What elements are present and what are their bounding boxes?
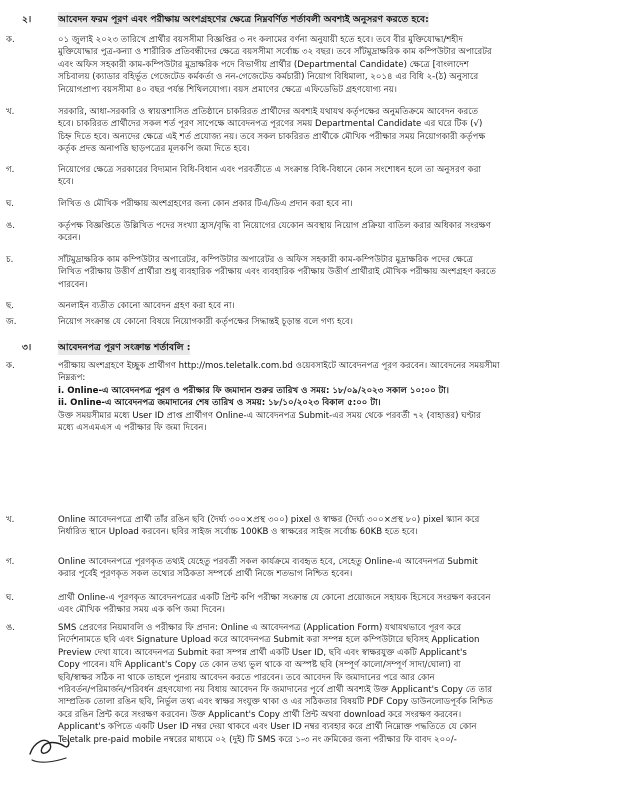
item-line: সাঁটমুদ্রাক্ষরিক কাম কম্পিউটার অপারেটর, কম্পিউটার অপারেটর ও অফিস সহকারী কাম-কম্পিউটার মুদ্রাক্ষরিক পদের ক্ষেত্রে <box>58 255 473 265</box>
item-line: পরিবর্তন/পরিমার্জন/পরিবর্ধন গ্রহণযোগ্য নয় বিধায় আবেদন ফি জমাদানের পূর্বে প্রার্থী অবশ্যই উক্ত Applicant's Copy তে তার <box>58 685 493 696</box>
item-marker: জ. <box>6 317 17 327</box>
item-line: পরীক্ষায় অংশগ্রহণে ইচ্ছুক প্রার্থীগণ http://mos.teletalk.com.bd ওয়েবসাইটে আবেদনপত্র পূরণ করবেন। আবেদনের সময়সীমা <box>58 361 500 371</box>
item-line: নির্ধারিত স্থানে Upload করবেন। ছবির সাইজ সর্বোচ্চ 100KB ও স্বাক্ষরের সাইজ সর্বোচ্চ 60KB হতে হবে। <box>58 527 418 538</box>
item-line: Applicant's কপিতে একটি User ID নম্বর দেয়া থাকবে এবং User ID নম্বর ব্যবহার করে প্রার্থী নিম্নোক্ত পদ্ধতিতে যে কোন <box>58 722 477 733</box>
list-item <box>6 360 610 434</box>
item-marker: ঘ. <box>6 593 15 603</box>
item-marker: ছ. <box>6 301 14 311</box>
section3-heading: আবেদনপত্র পূরণ সংক্রান্ত শর্তাবলি : <box>58 342 191 353</box>
item-line: করে রঙিন প্রিন্ট করে সংরক্ষণ করবেন। উক্ত Applicant's Copy প্রার্থী প্রিন্ট অথবা download করে সংরক্ষণ করবেন। <box>58 709 462 720</box>
item-marker: ক. <box>6 361 15 371</box>
list-item <box>6 34 610 96</box>
item-line: লিখিত ও মৌখিক পরীক্ষায় অংশগ্রহণের জন্য কোন প্রকার টিএ/ডিএ প্রদান করা হবে না। <box>58 199 353 209</box>
item-line: সরকারি, আধা-সরকারি ও স্বায়ত্তশাসিত প্রতিষ্ঠানে চাকরিরত প্রার্থীদের অবশ্যই যথাযথ কর্তৃপক্ষের অনুমতিক্রমে আবেদন করতে <box>58 107 479 117</box>
section2-number: ২। <box>22 14 32 25</box>
item-marker: ঙ. <box>6 221 16 231</box>
list-item <box>6 254 610 291</box>
item-line: মুক্তিযোদ্ধার পুত্র-কন্যা ও শারীরিক প্রতিবন্ধীদের ক্ষেত্রে বয়সসীমা সর্বোচ্চ ৩২ বছর। তবে সাঁটমুদ্রাক্ষরিক কাম কম্পিউটার অপারেটর <box>58 47 492 58</box>
item-marker: ঘ. <box>6 199 15 209</box>
item-line: অনলাইন ব্যতীত কোনো আবেদন গ্রহণ করা হবে না। <box>58 301 235 311</box>
item-line: ছবি/স্বাক্ষর সঠিক না থাকে তাহলে পুনরায় আবেদন করতে পারবেন। তবে আবেদন ফি জমাদানের পরে আর কোন <box>58 672 435 683</box>
item-marker: চ. <box>6 255 14 265</box>
item-line: সচিবালয় (ক্যাডার বহির্ভূত গেজেটেড কর্মকর্তা ও নন-গেজেটেড কর্মচারী) নিয়োগ বিধিমালা, ২০১৪ এর বিধি ২-(ঠ) অনুসারে <box>58 72 479 83</box>
item-line: Online আবেদনপত্রে প্রার্থী তাঁর রঙিন ছবি (দৈর্ঘ্য ৩০০×প্রস্থ ৩০০) pixel ও স্বাক্ষর (দৈর্ঘ্য ৩০০×প্রস্থ ৮০) pixel স্ক্যান করে <box>58 515 480 525</box>
item-line: SMS প্রেরণের নিয়মাবলি ও পরীক্ষার ফি প্রদান: Online এ আবেদনপত্র (Application Form) যথাযথভাবে পূরণ করে <box>58 623 462 633</box>
list-item <box>6 316 610 328</box>
item-line: Online আবেদনপত্রে পূরণকৃত তথ্যই যেহেতু পরবর্তী সকল কার্যক্রমে ব্যবহৃত হবে, সেহেতু Online-এ আবেদনপত্র Submit <box>58 557 478 567</box>
item-marker: ক. <box>6 35 15 45</box>
list-item <box>6 300 610 312</box>
item-line: উক্ত সময়সীমার মধ্যে User ID প্রাপ্ত প্রার্থীগণ Online-এ আবেদনপত্র Submit-এর সময় থেকে পরবর্তী ৭২ (বাহাত্তর) ঘণ্টার <box>58 410 481 421</box>
item-line: নিম্নরূপ: <box>58 373 86 384</box>
item-line: Preview দেখা যাবে। আবেদনপত্র Submit করা সম্পন্ন প্রার্থী একটি User ID, ছবি এবং স্বাক্ষরযুক্ত একটি Applicant's <box>58 647 467 658</box>
item-line: এবং অফিস সহকারী কাম-কম্পিউটার মুদ্রাক্ষরিক পদে বিভাগীয় প্রার্থীর (Departmental Candidate) ক্ষেত্রে [বাংলাদেশ <box>58 59 469 70</box>
item-marker: গ. <box>6 557 15 567</box>
item-line: Teletalk pre-paid mobile নম্বরের মাধ্যমে ০২ (দুই) টি SMS করে ১-৩ নং ক্রমিকের জন্য পরীক্ষার ফি বাবদ ২০০/- <box>58 734 457 745</box>
item-line: হবে। <box>58 177 74 188</box>
section3-number: ৩। <box>22 342 32 353</box>
item-line: এবং মৌখিক পরীক্ষার সময় এক কপি জমা দিবেন। <box>58 605 225 616</box>
item-line: করার পূর্বেই পূরণকৃত সকল তথ্যের সঠিকতা সম্পর্কে প্রার্থী নিজে শতভাগ নিশ্চিত হবেন। <box>58 569 353 580</box>
list-item <box>6 106 610 156</box>
item-line: করেন। <box>58 233 81 244</box>
list-item <box>6 220 610 245</box>
item-line: নিয়োগের ক্ষেত্রে সরকারের বিদ্যমান বিধি-বিধান এবং পরবর্তীতে এ সংক্রান্ত বিধি-বিধানে কোন সংশোধন হলে তা অনুসরণ করা <box>58 165 481 175</box>
item-marker: ঙ. <box>6 623 16 633</box>
item-marker: গ. <box>6 165 15 175</box>
item-line: কর্তৃক প্রদত্ত অনাপত্তি ছাড়পত্রের মূলকপি জমা দিতে হবে। <box>58 144 250 155</box>
item-line: ii. Online-এ আবেদনপত্র জমাদানের শেষ তারিখ ও সময়: ১৮/১০/২০২৩ বিকাল ৫:০০ টা। <box>58 398 381 409</box>
list-item <box>6 514 610 539</box>
item-line: মধ্যে এসএমএস এ পরীক্ষার ফি জমা দিবেন। <box>58 423 207 434</box>
list-item <box>6 622 610 746</box>
item-line: সাম্প্রতিক তোলা রঙিন ছবি, নির্ভুল তথ্য এবং স্বাক্ষর সংযুক্ত থাকা ও এর সঠিকতার বিষয়টি PDF Copy ডাউনলোডপূর্বক নিশ্চিত <box>58 697 493 708</box>
list-item <box>6 556 610 581</box>
item-marker: খ. <box>6 107 15 117</box>
item-line: নিয়োগ সংক্রান্ত যে কোনো বিষয়ে নিয়োগকারী কর্তৃপক্ষের সিদ্ধান্তই চূড়ান্ত বলে গণ্য হবে। <box>58 317 353 327</box>
item-line: চিহ্ন দিতে হবে। অন্যদের ক্ষেত্রে এই শর্ত প্রযোজ্য নয়। তবে সকল চাকরিরত প্রার্থীকে মৌখিক পরীক্ষার সময় নিয়োগকারী কর্তৃপক্ষ <box>58 131 486 142</box>
item-marker: খ. <box>6 515 15 525</box>
item-line: লিখিত পরীক্ষায় উত্তীর্ণ প্রার্থীরা শুধু ব্যবহারিক পরীক্ষায় এবং ব্যবহারিক পরীক্ষায় উত্তীর্ণ প্রার্থীরাই মৌখিক পরীক্ষায় অংশগ্রহণ করতে <box>58 267 496 278</box>
item-line: পারবেন। <box>58 279 88 290</box>
item-line: নিয়োগপ্রাপ্য বয়সসীমা ৪০ বছর পর্যন্ত শিথিলযোগ্য। বয়স প্রমাণের ক্ষেত্রে এফিডেভিট গ্রহণযোগ্য নয়। <box>58 84 397 95</box>
signature-mark <box>24 724 74 768</box>
section2-heading: আবেদন ফরম পূরণ এবং পরীক্ষায় অংশগ্রহণের ক্ষেত্রে নিম্নবর্ণিত শর্তাবলী অবশ্যই অনুসরণ করতে হবে: <box>58 14 429 25</box>
list-item <box>6 198 610 210</box>
item-line: কর্তৃপক্ষ বিজ্ঞপ্তিতে উল্লিখিত পদের সংখ্যা হ্রাস/বৃদ্ধি বা নিয়োগের যেকোন অবস্থায় নিয়োগ প্রক্রিয়া বাতিল করার অধিকার সংরক্ষণ <box>58 221 491 231</box>
item-line: নির্দেশনামতে ছবি এবং Signature Upload করে আবেদনপত্র Submit করা সম্পন্ন হলে কম্পিউটারে ছবিসহ Application <box>58 635 480 646</box>
item-line: হবে। চাকরিরত প্রার্থীদের সকল শর্ত পূরণ সাপেক্ষে আবেদনপত্র পূরণের সময় Departmental Candidate এর ঘরে টিক (√) <box>58 119 483 130</box>
item-line: ০১ জুলাই ২০২৩ তারিখে প্রার্থীর বয়সসীমা বিজ্ঞপ্তির ৩ নং কলামের বর্ণনা অনুযায়ী হতে হবে। তবে বীর মুক্তিযোদ্ধা/শহীদ <box>58 35 463 45</box>
list-item <box>6 164 610 189</box>
item-line: প্রার্থী Online-এ পূরণকৃত আবেদনপত্রের একটি প্রিন্ট কপি পরীক্ষা সংক্রান্ত যে কোনো প্রয়োজনে সহায়ক হিসেবে সংরক্ষণ করবেন <box>58 593 491 603</box>
item-line: i. Online-এ আবেদনপত্র পূরণ ও পরীক্ষার ফি জমাদান শুরুর তারিখ ও সময়: ১৮/০৯/২০২৩ সকাল ১০:০০ টা। <box>58 385 449 396</box>
list-item <box>6 592 610 617</box>
item-line: Copy পাবেন। যদি Applicant's Copy তে কোন তথ্য ভুল থাকে বা অস্পষ্ট ছবি (সম্পূর্ণ কালো/সম্পূর্ণ সাদা/ঘোলা) বা <box>58 660 461 671</box>
